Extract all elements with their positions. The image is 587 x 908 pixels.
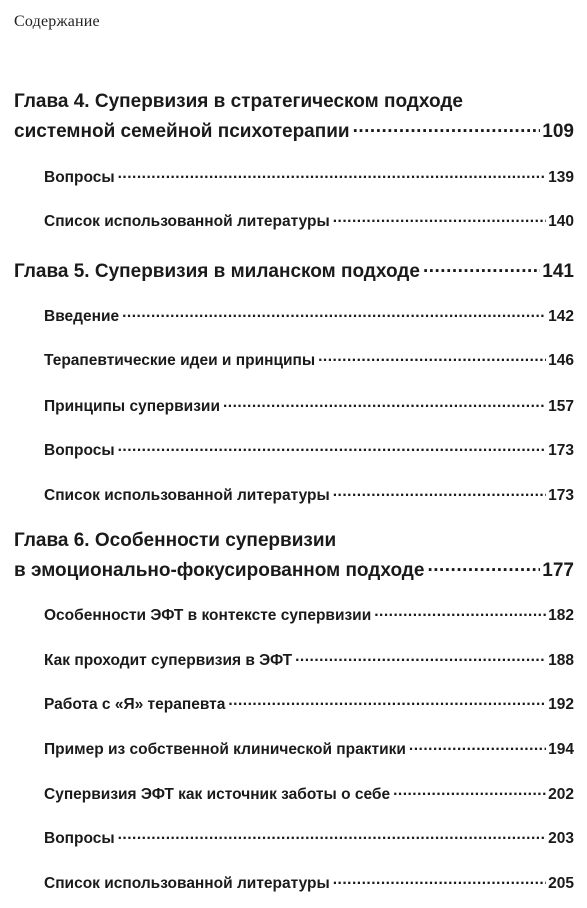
toc-entry-chapter-5[interactable] bbox=[14, 258, 574, 284]
toc-entry-chapter-4[interactable] bbox=[14, 118, 574, 144]
toc-entry-ch5-principles[interactable] bbox=[44, 395, 574, 416]
toc-entry-ch6-how-supervision[interactable] bbox=[44, 649, 574, 670]
section-page: 188 bbox=[548, 651, 574, 669]
dot-leader bbox=[333, 210, 546, 226]
running-head: Содержание bbox=[14, 13, 100, 30]
dot-leader bbox=[122, 305, 546, 321]
section-title: Список использованной литературы bbox=[44, 874, 330, 892]
section-title: Список использованной литературы bbox=[44, 486, 330, 504]
section-page: 142 bbox=[548, 307, 574, 325]
toc-entry-ch6-references[interactable] bbox=[44, 872, 574, 893]
section-page: 146 bbox=[548, 351, 574, 369]
section-page: 182 bbox=[548, 606, 574, 624]
dot-leader bbox=[423, 258, 540, 277]
section-page: 202 bbox=[548, 785, 574, 803]
section-page: 140 bbox=[548, 212, 574, 230]
dot-leader bbox=[374, 604, 546, 620]
dot-leader bbox=[427, 557, 540, 576]
toc-entry-ch5-references[interactable] bbox=[44, 484, 574, 505]
chapter-4-page: 109 bbox=[542, 121, 574, 142]
toc-entry-chapter-6[interactable] bbox=[14, 557, 574, 583]
dot-leader bbox=[295, 649, 546, 665]
section-title: Вопросы bbox=[44, 441, 115, 459]
section-title: Принципы супервизии bbox=[44, 397, 220, 415]
toc-entry-ch6-questions[interactable] bbox=[44, 827, 574, 848]
dot-leader bbox=[409, 738, 546, 754]
chapter-4-title-line1: Глава 4. Супервизия в стратегическом подходе bbox=[14, 91, 463, 112]
section-title: Список использованной литературы bbox=[44, 212, 330, 230]
section-title: Работа с «Я» терапевта bbox=[44, 695, 226, 713]
section-page: 205 bbox=[548, 874, 574, 892]
section-page: 173 bbox=[548, 486, 574, 504]
section-title: Терапевтические идеи и принципы bbox=[44, 351, 316, 369]
toc-entry-ch5-introduction[interactable] bbox=[44, 305, 574, 326]
dot-leader bbox=[223, 395, 546, 411]
chapter-4-title-line2: системной семейной психотерапии bbox=[14, 121, 350, 142]
toc-entry-ch4-questions[interactable] bbox=[44, 166, 574, 187]
toc-entry-ch6-clinical-example[interactable] bbox=[44, 738, 574, 759]
dot-leader bbox=[118, 827, 547, 843]
section-page: 139 bbox=[548, 168, 574, 186]
dot-leader bbox=[118, 439, 547, 455]
chapter-6-title-line1: Глава 6. Особенности супервизии bbox=[14, 530, 337, 551]
section-page: 157 bbox=[548, 397, 574, 415]
dot-leader bbox=[393, 783, 546, 799]
toc-entry-ch6-self-of-therapist[interactable] bbox=[44, 693, 574, 714]
toc-entry-ch4-references[interactable] bbox=[44, 210, 574, 231]
section-page: 194 bbox=[548, 740, 574, 758]
toc-entry-ch6-eft-context[interactable] bbox=[44, 604, 574, 625]
dot-leader bbox=[333, 484, 546, 500]
section-page: 173 bbox=[548, 441, 574, 459]
chapter-6-page: 177 bbox=[542, 560, 574, 581]
dot-leader bbox=[228, 693, 546, 709]
dot-leader bbox=[333, 872, 546, 888]
section-page: 203 bbox=[548, 829, 574, 847]
section-title: Особенности ЭФТ в контексте супервизии bbox=[44, 606, 372, 624]
dot-leader bbox=[118, 166, 547, 182]
section-title: Как проходит супервизия в ЭФТ bbox=[44, 651, 293, 669]
toc-entry-ch5-ideas[interactable] bbox=[44, 349, 574, 370]
chapter-6-title-line2: в эмоционально-фокусированном подходе bbox=[14, 560, 425, 581]
section-title: Пример из собственной клинической практики bbox=[44, 740, 406, 758]
section-title: Вопросы bbox=[44, 168, 115, 186]
toc-entry-ch6-self-care[interactable] bbox=[44, 783, 574, 804]
dot-leader bbox=[353, 118, 541, 137]
toc-entry-ch5-questions[interactable] bbox=[44, 439, 574, 460]
section-title: Введение bbox=[44, 307, 120, 325]
dot-leader bbox=[318, 349, 546, 365]
section-page: 192 bbox=[548, 695, 574, 713]
section-title: Вопросы bbox=[44, 829, 115, 847]
section-title: Супервизия ЭФТ как источник заботы о себе bbox=[44, 785, 391, 803]
chapter-5-title: Глава 5. Супервизия в миланском подходе bbox=[14, 261, 420, 282]
chapter-5-page: 141 bbox=[542, 261, 574, 282]
